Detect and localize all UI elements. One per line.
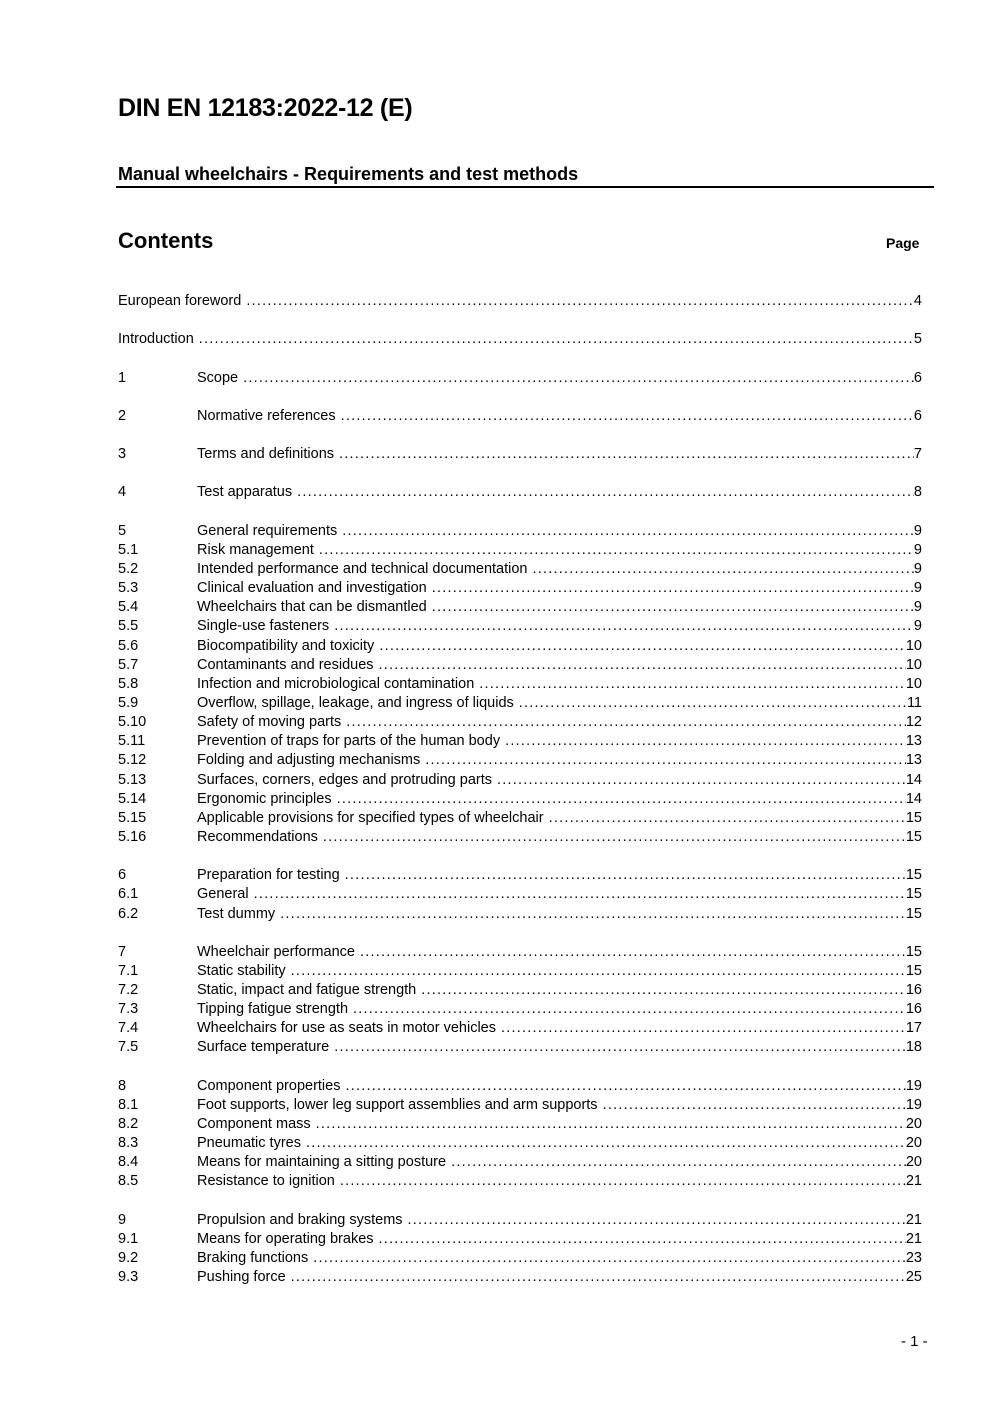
- toc-entry-line: [197, 713, 922, 732]
- toc-dot-leader: [323, 828, 906, 847]
- toc-entry-number: 6: [118, 867, 127, 884]
- toc-entry-line: [197, 1019, 922, 1038]
- toc-entry-title: Normative references: [197, 407, 341, 426]
- toc-entry[interactable]: [118, 866, 922, 885]
- toc-dot-leader: [519, 694, 907, 713]
- toc-dot-leader: [353, 1000, 906, 1019]
- toc-entry-number: 7: [118, 943, 127, 960]
- toc-dot-leader: [313, 1249, 906, 1268]
- toc-entry-line: [197, 445, 922, 464]
- toc-dot-leader: [291, 962, 906, 981]
- toc-entry-number: 9.3: [118, 1269, 139, 1286]
- toc-entry-page: 9: [913, 618, 922, 635]
- toc-entry[interactable]: [118, 885, 922, 904]
- toc-entry-line: [197, 656, 922, 675]
- toc-entry-number: 5.14: [118, 790, 147, 807]
- page-column-label: Page: [886, 235, 920, 251]
- toc-entry[interactable]: [118, 1038, 922, 1057]
- toc-dot-leader: [340, 1172, 906, 1191]
- toc-entry[interactable]: [118, 962, 922, 981]
- toc-entry[interactable]: [118, 1249, 922, 1268]
- toc-entry-title: Surface temperature: [197, 1038, 334, 1057]
- toc-entry-page: 16: [905, 1001, 922, 1018]
- toc-entry-title: General: [197, 885, 254, 904]
- toc-entry-title: Terms and definitions: [197, 445, 339, 464]
- toc-dot-leader: [345, 1077, 905, 1096]
- toc-dot-leader: [334, 1038, 906, 1057]
- toc-entry[interactable]: [118, 617, 922, 636]
- toc-entry[interactable]: [118, 732, 922, 751]
- page-number: - 1 -: [901, 1333, 928, 1350]
- toc-entry-line: [197, 1115, 922, 1134]
- document-id: DIN EN 12183:2022-12 (E): [118, 94, 413, 122]
- toc-entry-title: Introduction: [118, 330, 199, 349]
- toc-entry-page: 19: [905, 1077, 922, 1094]
- toc-entry-line: [197, 675, 922, 694]
- toc-entry-title: Intended performance and technical documentation: [197, 560, 533, 579]
- toc-entry-title: Wheelchairs for use as seats in motor vehicles: [197, 1019, 501, 1038]
- toc-entry-page: 15: [905, 905, 922, 922]
- toc-entry-number: 8.4: [118, 1154, 139, 1171]
- toc-entry-number: 5.7: [118, 656, 139, 673]
- toc-entry[interactable]: [118, 560, 922, 579]
- toc-entry-title: Contaminants and residues: [197, 656, 379, 675]
- toc-entry-line: [197, 560, 922, 579]
- toc-entry-line: [197, 637, 922, 656]
- toc-entry-page: 13: [905, 733, 922, 750]
- toc-entry-title: Static stability: [197, 962, 291, 981]
- toc-entry-number: 5.16: [118, 828, 147, 845]
- toc-entry-number: 8.1: [118, 1096, 139, 1113]
- toc-entry[interactable]: [118, 369, 922, 388]
- toc-dot-leader: [432, 579, 914, 598]
- toc-entry-title: Test apparatus: [197, 483, 297, 502]
- toc-dot-leader: [297, 483, 914, 502]
- toc-entry-number: 5.3: [118, 580, 139, 597]
- toc-entry-number: 5.1: [118, 541, 139, 558]
- toc-entry-title: Pneumatic tyres: [197, 1134, 306, 1153]
- toc-entry-page: 23: [905, 1250, 922, 1267]
- toc-entry[interactable]: [118, 905, 922, 924]
- toc-entry-number: 5.8: [118, 675, 139, 692]
- toc-entry-line: [197, 828, 922, 847]
- toc-entry[interactable]: [118, 292, 922, 311]
- toc-entry-title: Applicable provisions for specified types of wheelchair: [197, 809, 549, 828]
- toc-entry[interactable]: [118, 1019, 922, 1038]
- toc-entry-page: 20: [905, 1135, 922, 1152]
- toc-entry[interactable]: [118, 1211, 922, 1230]
- toc-entry[interactable]: [118, 943, 922, 962]
- toc-entry-line: [197, 1134, 922, 1153]
- toc-entry-title: Pushing force: [197, 1268, 291, 1287]
- toc-entry[interactable]: [118, 713, 922, 732]
- toc-dot-leader: [533, 560, 914, 579]
- toc-entry-line: [197, 522, 922, 541]
- toc-dot-leader: [341, 407, 914, 426]
- toc-entry-line: [197, 1096, 922, 1115]
- toc-entry[interactable]: [118, 1115, 922, 1134]
- toc-entry-page: 25: [905, 1269, 922, 1286]
- toc-entry-line: [197, 579, 922, 598]
- toc-entry[interactable]: [118, 694, 922, 713]
- toc-entry-number: 7.4: [118, 1020, 139, 1037]
- toc-entry-title: Infection and microbiological contamination: [197, 675, 479, 694]
- toc-entry[interactable]: [118, 675, 922, 694]
- toc-entry[interactable]: [118, 751, 922, 770]
- toc-entry-page: 9: [913, 541, 922, 558]
- toc-dot-leader: [339, 445, 914, 464]
- toc-dot-leader: [243, 369, 914, 388]
- toc-entry-number: 5.9: [118, 694, 139, 711]
- toc-entry-title: Biocompatibility and toxicity: [197, 637, 379, 656]
- toc-dot-leader: [497, 771, 906, 790]
- toc-entry-line: [197, 962, 922, 981]
- toc-entry-page: 7: [913, 446, 922, 463]
- toc-entry-title: Ergonomic principles: [197, 790, 337, 809]
- toc-entry-page: 10: [905, 637, 922, 654]
- toc-entry-page: 15: [905, 962, 922, 979]
- toc-entry-title: Clinical evaluation and investigation: [197, 579, 432, 598]
- toc-entry-page: 19: [905, 1096, 922, 1113]
- toc-entry-line: [197, 617, 922, 636]
- toc-entry-number: 3: [118, 446, 127, 463]
- toc-entry-page: 6: [913, 369, 922, 386]
- toc-entry[interactable]: [118, 1077, 922, 1096]
- toc-entry-number: 7.2: [118, 982, 139, 999]
- toc-entry-page: 9: [913, 560, 922, 577]
- toc-entry-page: 20: [905, 1154, 922, 1171]
- toc-entry-page: 15: [905, 828, 922, 845]
- toc-dot-leader: [306, 1134, 906, 1153]
- toc-entry-page: 14: [905, 790, 922, 807]
- toc-entry-title: Foot supports, lower leg support assemblies and arm supports: [197, 1096, 603, 1115]
- toc-dot-leader: [451, 1153, 906, 1172]
- toc-entry-line: [197, 809, 922, 828]
- toc-entry-line: [197, 541, 922, 560]
- toc-entry-title: Overflow, spillage, leakage, and ingress of liquids: [197, 694, 519, 713]
- toc-entry-title: Resistance to ignition: [197, 1172, 340, 1191]
- toc-entry-line: [197, 369, 922, 388]
- toc-dot-leader: [432, 598, 914, 617]
- toc-entry[interactable]: [118, 1268, 922, 1287]
- toc-entry[interactable]: [118, 598, 922, 617]
- toc-entry[interactable]: [118, 483, 922, 502]
- toc-entry-page: 18: [905, 1039, 922, 1056]
- toc-entry[interactable]: [118, 330, 922, 349]
- toc-entry-line: [197, 866, 922, 885]
- toc-entry[interactable]: [118, 656, 922, 675]
- toc-entry-number: 8.3: [118, 1135, 139, 1152]
- toc-dot-leader: [280, 905, 906, 924]
- toc-entry-page: 10: [905, 656, 922, 673]
- document-subtitle: Manual wheelchairs - Requirements and test methods: [118, 164, 579, 184]
- toc-dot-leader: [479, 675, 906, 694]
- toc-entry-title: Surfaces, corners, edges and protruding parts: [197, 771, 497, 790]
- toc-entry-page: 9: [913, 599, 922, 616]
- toc-entry-page: 13: [905, 752, 922, 769]
- toc-entry[interactable]: [118, 1000, 922, 1019]
- toc-entry-page: 12: [905, 714, 922, 731]
- toc-entry-number: 5.6: [118, 637, 139, 654]
- toc-entry-line: [197, 1153, 922, 1172]
- toc-entry[interactable]: [118, 637, 922, 656]
- toc-dot-leader: [334, 617, 914, 636]
- toc-entry-line: [197, 1230, 922, 1249]
- toc-entry-page: 9: [913, 580, 922, 597]
- toc-entry-line: [118, 292, 922, 311]
- toc-entry-line: [197, 943, 922, 962]
- toc-entry-number: 9.2: [118, 1250, 139, 1267]
- toc-entry-line: [197, 1211, 922, 1230]
- toc-entry-title: Braking functions: [197, 1249, 313, 1268]
- toc-entry[interactable]: [118, 1230, 922, 1249]
- toc-entry-number: 5.12: [118, 752, 147, 769]
- toc-entry-number: 5.10: [118, 714, 147, 731]
- toc-entry-line: [197, 1172, 922, 1191]
- toc-entry[interactable]: [118, 981, 922, 1000]
- toc-entry-page: 6: [913, 407, 922, 424]
- toc-entry-number: 6.1: [118, 886, 139, 903]
- toc-entry-number: 7.1: [118, 962, 139, 979]
- toc-entry-page: 14: [905, 771, 922, 788]
- toc-dot-leader: [379, 637, 906, 656]
- toc-entry-line: [197, 732, 922, 751]
- toc-entry-number: 5.11: [118, 733, 146, 750]
- toc-entry-number: 5.2: [118, 560, 139, 577]
- toc-entry-title: General requirements: [197, 522, 342, 541]
- toc-entry-number: 5.4: [118, 599, 139, 616]
- toc-dot-leader: [408, 1211, 906, 1230]
- toc-dot-leader: [603, 1096, 906, 1115]
- toc-dot-leader: [360, 943, 906, 962]
- toc-dot-leader: [549, 809, 906, 828]
- toc-entry-title: Wheelchair performance: [197, 943, 360, 962]
- toc-entry-number: 4: [118, 484, 127, 501]
- toc-entry-number: 9.1: [118, 1230, 139, 1247]
- toc-entry[interactable]: [118, 445, 922, 464]
- toc-entry[interactable]: [118, 1096, 922, 1115]
- toc-entry-title: Safety of moving parts: [197, 713, 346, 732]
- toc-entry-number: 8.2: [118, 1116, 139, 1133]
- toc-dot-leader: [254, 885, 906, 904]
- toc-entry-page: 15: [905, 943, 922, 960]
- toc-entry-number: 6.2: [118, 905, 139, 922]
- toc-dot-leader: [342, 522, 914, 541]
- toc-entry-line: [197, 694, 922, 713]
- toc-entry-number: 7.5: [118, 1039, 139, 1056]
- toc-entry-line: [197, 1000, 922, 1019]
- toc-entry-number: 5.15: [118, 809, 147, 826]
- toc-entry-number: 5.5: [118, 618, 139, 635]
- toc-entry-line: [197, 1249, 922, 1268]
- toc-entry[interactable]: [118, 790, 922, 809]
- toc-entry-title: Risk management: [197, 541, 319, 560]
- toc-entry-page: 17: [905, 1020, 922, 1037]
- toc-entry[interactable]: [118, 579, 922, 598]
- toc-entry-title: Test dummy: [197, 905, 280, 924]
- toc-entry[interactable]: [118, 809, 922, 828]
- toc-entry-title: European foreword: [118, 292, 246, 311]
- toc-entry-line: [197, 483, 922, 502]
- toc-entry[interactable]: [118, 1134, 922, 1153]
- toc-dot-leader: [199, 330, 914, 349]
- toc-entry-page: 5: [913, 331, 922, 348]
- toc-entry-title: Wheelchairs that can be dismantled: [197, 598, 432, 617]
- toc-entry-page: 4: [913, 293, 922, 309]
- toc-entry-number: 8: [118, 1077, 127, 1094]
- toc-entry-line: [197, 981, 922, 1000]
- toc-entry-title: Recommendations: [197, 828, 323, 847]
- toc-entry-page: 8: [913, 484, 922, 501]
- toc-entry[interactable]: [118, 1153, 922, 1172]
- toc-entry[interactable]: [118, 541, 922, 560]
- toc-entry-title: Tipping fatigue strength: [197, 1000, 353, 1019]
- toc-entry-number: 8.5: [118, 1173, 139, 1190]
- table-of-contents: [118, 292, 922, 1287]
- toc-entry-title: Folding and adjusting mechanisms: [197, 751, 425, 770]
- toc-dot-leader: [505, 732, 906, 751]
- toc-entry-number: 9: [118, 1211, 127, 1228]
- toc-entry-line: [197, 885, 922, 904]
- toc-dot-leader: [379, 1230, 906, 1249]
- toc-entry-title: Means for operating brakes: [197, 1230, 379, 1249]
- toc-entry-line: [197, 598, 922, 617]
- toc-dot-leader: [425, 751, 906, 770]
- toc-entry-page: 15: [905, 809, 922, 826]
- toc-dot-leader: [501, 1019, 906, 1038]
- toc-entry[interactable]: [118, 828, 922, 847]
- toc-entry-number: 7.3: [118, 1001, 139, 1018]
- contents-heading: Contents: [118, 228, 214, 253]
- toc-entry[interactable]: [118, 407, 922, 426]
- toc-entry-page: 15: [905, 886, 922, 903]
- toc-entry-title: Scope: [197, 369, 243, 388]
- toc-entry-line: [197, 905, 922, 924]
- toc-entry-page: 21: [905, 1173, 922, 1190]
- toc-entry-line: [118, 330, 922, 349]
- toc-entry-title: Propulsion and braking systems: [197, 1211, 408, 1230]
- toc-entry-title: Static, impact and fatigue strength: [197, 981, 421, 1000]
- toc-entry-number: 5.13: [118, 771, 147, 788]
- toc-entry-line: [197, 1038, 922, 1057]
- toc-entry-page: 15: [905, 867, 922, 884]
- toc-dot-leader: [316, 1115, 906, 1134]
- toc-dot-leader: [246, 292, 914, 311]
- toc-entry-line: [197, 1268, 922, 1287]
- toc-entry-line: [197, 1077, 922, 1096]
- toc-entry-page: 9: [913, 522, 922, 539]
- toc-entry-page: 10: [905, 675, 922, 692]
- toc-entry-title: Means for maintaining a sitting posture: [197, 1153, 451, 1172]
- toc-entry-number: 2: [118, 407, 127, 424]
- toc-entry-title: Single-use fasteners: [197, 617, 334, 636]
- toc-entry-line: [197, 407, 922, 426]
- toc-entry-page: 11: [906, 694, 922, 711]
- title-rule: [116, 186, 934, 188]
- toc-entry-page: 21: [905, 1230, 922, 1247]
- toc-entry-title: Preparation for testing: [197, 866, 345, 885]
- toc-entry-number: 1: [118, 369, 127, 386]
- toc-entry-line: [197, 790, 922, 809]
- toc-dot-leader: [345, 866, 906, 885]
- toc-dot-leader: [421, 981, 906, 1000]
- toc-dot-leader: [291, 1268, 906, 1287]
- toc-entry-line: [197, 771, 922, 790]
- toc-entry-title: Component mass: [197, 1115, 316, 1134]
- toc-entry-title: Component properties: [197, 1077, 345, 1096]
- toc-dot-leader: [346, 713, 906, 732]
- toc-entry[interactable]: [118, 522, 922, 541]
- toc-entry[interactable]: [118, 1172, 922, 1191]
- toc-entry-title: Prevention of traps for parts of the human body: [197, 732, 505, 751]
- toc-dot-leader: [379, 656, 906, 675]
- toc-dot-leader: [319, 541, 914, 560]
- toc-dot-leader: [337, 790, 906, 809]
- toc-entry-page: 20: [905, 1116, 922, 1133]
- toc-entry-page: 21: [905, 1211, 922, 1228]
- toc-entry[interactable]: [118, 771, 922, 790]
- toc-entry-line: [197, 751, 922, 770]
- toc-entry-number: 5: [118, 522, 127, 539]
- toc-entry-page: 16: [905, 982, 922, 999]
